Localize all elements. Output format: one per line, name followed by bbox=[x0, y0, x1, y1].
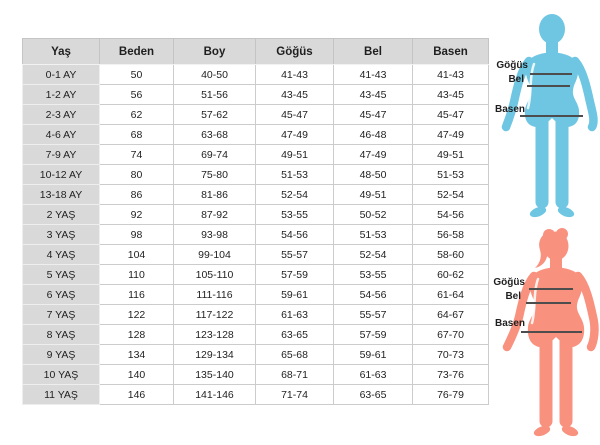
girl-chest-label: Göğüs bbox=[493, 277, 525, 288]
table-row bbox=[23, 365, 489, 385]
data-cell: 53-55 bbox=[334, 265, 413, 285]
data-cell: 62 bbox=[100, 105, 174, 125]
data-cell: 45-47 bbox=[256, 105, 334, 125]
table-row bbox=[23, 345, 489, 365]
data-cell: 57-59 bbox=[334, 325, 413, 345]
data-cell: 73-76 bbox=[413, 365, 489, 385]
data-cell: 67-70 bbox=[413, 325, 489, 345]
data-cell: 111-116 bbox=[174, 285, 256, 305]
data-cell: 52-54 bbox=[413, 185, 489, 205]
data-cell: 52-54 bbox=[256, 185, 334, 205]
column-header: Göğüs bbox=[256, 39, 334, 65]
boy-hip-line bbox=[520, 115, 583, 117]
data-cell: 61-63 bbox=[256, 305, 334, 325]
size-table bbox=[22, 38, 489, 405]
girl-neck bbox=[550, 253, 562, 269]
data-cell: 134 bbox=[100, 345, 174, 365]
table-row bbox=[23, 245, 489, 265]
girl-silhouette bbox=[492, 221, 600, 445]
row-label-cell: 7 YAŞ bbox=[23, 305, 100, 325]
data-cell: 43-45 bbox=[334, 85, 413, 105]
row-label-cell: 2-3 AY bbox=[23, 105, 100, 125]
data-cell: 40-50 bbox=[174, 65, 256, 85]
data-cell: 54-56 bbox=[334, 285, 413, 305]
data-cell: 99-104 bbox=[174, 245, 256, 265]
data-cell: 98 bbox=[100, 225, 174, 245]
table-row bbox=[23, 65, 489, 85]
girl-hip-label: Basen bbox=[494, 318, 525, 329]
data-cell: 68 bbox=[100, 125, 174, 145]
data-cell: 45-47 bbox=[334, 105, 413, 125]
data-cell: 71-74 bbox=[256, 385, 334, 405]
table-row bbox=[23, 125, 489, 145]
boy-chest-line bbox=[530, 73, 572, 75]
data-cell: 63-68 bbox=[174, 125, 256, 145]
data-cell: 135-140 bbox=[174, 365, 256, 385]
data-cell: 43-45 bbox=[413, 85, 489, 105]
row-label-cell: 3 YAŞ bbox=[23, 225, 100, 245]
data-cell: 129-134 bbox=[174, 345, 256, 365]
row-label-cell: 13-18 AY bbox=[23, 185, 100, 205]
data-cell: 45-47 bbox=[413, 105, 489, 125]
data-cell: 49-51 bbox=[256, 145, 334, 165]
row-label-cell: 2 YAŞ bbox=[23, 205, 100, 225]
table-row bbox=[23, 205, 489, 225]
data-cell: 51-53 bbox=[334, 225, 413, 245]
table-row bbox=[23, 185, 489, 205]
data-cell: 87-92 bbox=[174, 205, 256, 225]
row-label-cell: 1-2 AY bbox=[23, 85, 100, 105]
size-table-head bbox=[23, 39, 489, 65]
row-label-cell: 7-9 AY bbox=[23, 145, 100, 165]
boy-chest-label: Göğüs bbox=[496, 60, 528, 71]
size-table-body bbox=[23, 65, 489, 405]
data-cell: 70-73 bbox=[413, 345, 489, 365]
data-cell: 105-110 bbox=[174, 265, 256, 285]
data-cell: 41-43 bbox=[256, 65, 334, 85]
data-cell: 50 bbox=[100, 65, 174, 85]
girl-hip-line bbox=[521, 331, 582, 333]
data-cell: 47-49 bbox=[334, 145, 413, 165]
data-cell: 80 bbox=[100, 165, 174, 185]
table-row bbox=[23, 165, 489, 185]
data-cell: 61-63 bbox=[334, 365, 413, 385]
data-cell: 48-50 bbox=[334, 165, 413, 185]
column-header: Yaş bbox=[23, 39, 100, 65]
data-cell: 59-61 bbox=[256, 285, 334, 305]
data-cell: 41-43 bbox=[413, 65, 489, 85]
data-cell: 61-64 bbox=[413, 285, 489, 305]
table-row bbox=[23, 85, 489, 105]
data-cell: 54-56 bbox=[413, 205, 489, 225]
girl-waist-line bbox=[526, 302, 571, 304]
data-cell: 50-52 bbox=[334, 205, 413, 225]
data-cell: 55-57 bbox=[334, 305, 413, 325]
data-cell: 51-53 bbox=[256, 165, 334, 185]
data-cell: 51-56 bbox=[174, 85, 256, 105]
row-label-cell: 4 YAŞ bbox=[23, 245, 100, 265]
girl-chest-line bbox=[529, 288, 573, 290]
data-cell: 59-61 bbox=[334, 345, 413, 365]
boy-waist-label: Bel bbox=[508, 74, 524, 85]
row-label-cell: 11 YAŞ bbox=[23, 385, 100, 405]
column-header: Boy bbox=[174, 39, 256, 65]
data-cell: 57-62 bbox=[174, 105, 256, 125]
header-row bbox=[23, 39, 489, 65]
table-row bbox=[23, 265, 489, 285]
data-cell: 52-54 bbox=[334, 245, 413, 265]
data-cell: 64-67 bbox=[413, 305, 489, 325]
row-label-cell: 0-1 AY bbox=[23, 65, 100, 85]
data-cell: 104 bbox=[100, 245, 174, 265]
data-cell: 75-80 bbox=[174, 165, 256, 185]
data-cell: 141-146 bbox=[174, 385, 256, 405]
column-header: Beden bbox=[100, 39, 174, 65]
table-row bbox=[23, 325, 489, 345]
data-cell: 65-68 bbox=[256, 345, 334, 365]
table-row bbox=[23, 225, 489, 245]
data-cell: 76-79 bbox=[413, 385, 489, 405]
data-cell: 93-98 bbox=[174, 225, 256, 245]
data-cell: 57-59 bbox=[256, 265, 334, 285]
row-label-cell: 4-6 AY bbox=[23, 125, 100, 145]
row-label-cell: 10 YAŞ bbox=[23, 365, 100, 385]
data-cell: 74 bbox=[100, 145, 174, 165]
girl-waist-label: Bel bbox=[505, 291, 521, 302]
data-cell: 58-60 bbox=[413, 245, 489, 265]
row-label-cell: 6 YAŞ bbox=[23, 285, 100, 305]
data-cell: 116 bbox=[100, 285, 174, 305]
data-cell: 110 bbox=[100, 265, 174, 285]
table-row bbox=[23, 285, 489, 305]
data-cell: 63-65 bbox=[334, 385, 413, 405]
row-label-cell: 10-12 AY bbox=[23, 165, 100, 185]
data-cell: 63-65 bbox=[256, 325, 334, 345]
data-cell: 56-58 bbox=[413, 225, 489, 245]
table-row bbox=[23, 305, 489, 325]
data-cell: 41-43 bbox=[334, 65, 413, 85]
row-label-cell: 9 YAŞ bbox=[23, 345, 100, 365]
data-cell: 140 bbox=[100, 365, 174, 385]
data-cell: 46-48 bbox=[334, 125, 413, 145]
boy-neck bbox=[546, 36, 558, 54]
data-cell: 123-128 bbox=[174, 325, 256, 345]
data-cell: 56 bbox=[100, 85, 174, 105]
row-label-cell: 5 YAŞ bbox=[23, 265, 100, 285]
data-cell: 47-49 bbox=[413, 125, 489, 145]
table-row bbox=[23, 105, 489, 125]
data-cell: 146 bbox=[100, 385, 174, 405]
data-cell: 128 bbox=[100, 325, 174, 345]
data-cell: 86 bbox=[100, 185, 174, 205]
data-cell: 47-49 bbox=[256, 125, 334, 145]
row-label-cell: 8 YAŞ bbox=[23, 325, 100, 345]
data-cell: 51-53 bbox=[413, 165, 489, 185]
data-cell: 55-57 bbox=[256, 245, 334, 265]
data-cell: 49-51 bbox=[334, 185, 413, 205]
data-cell: 43-45 bbox=[256, 85, 334, 105]
data-cell: 54-56 bbox=[256, 225, 334, 245]
table-row bbox=[23, 385, 489, 405]
data-cell: 68-71 bbox=[256, 365, 334, 385]
data-cell: 92 bbox=[100, 205, 174, 225]
column-header: Bel bbox=[334, 39, 413, 65]
table-row bbox=[23, 145, 489, 165]
data-cell: 81-86 bbox=[174, 185, 256, 205]
boy-hip-label: Basen bbox=[494, 104, 525, 115]
boy-waist-line bbox=[527, 85, 570, 87]
column-header: Basen bbox=[413, 39, 489, 65]
data-cell: 60-62 bbox=[413, 265, 489, 285]
data-cell: 122 bbox=[100, 305, 174, 325]
data-cell: 49-51 bbox=[413, 145, 489, 165]
data-cell: 53-55 bbox=[256, 205, 334, 225]
data-cell: 117-122 bbox=[174, 305, 256, 325]
data-cell: 69-74 bbox=[174, 145, 256, 165]
